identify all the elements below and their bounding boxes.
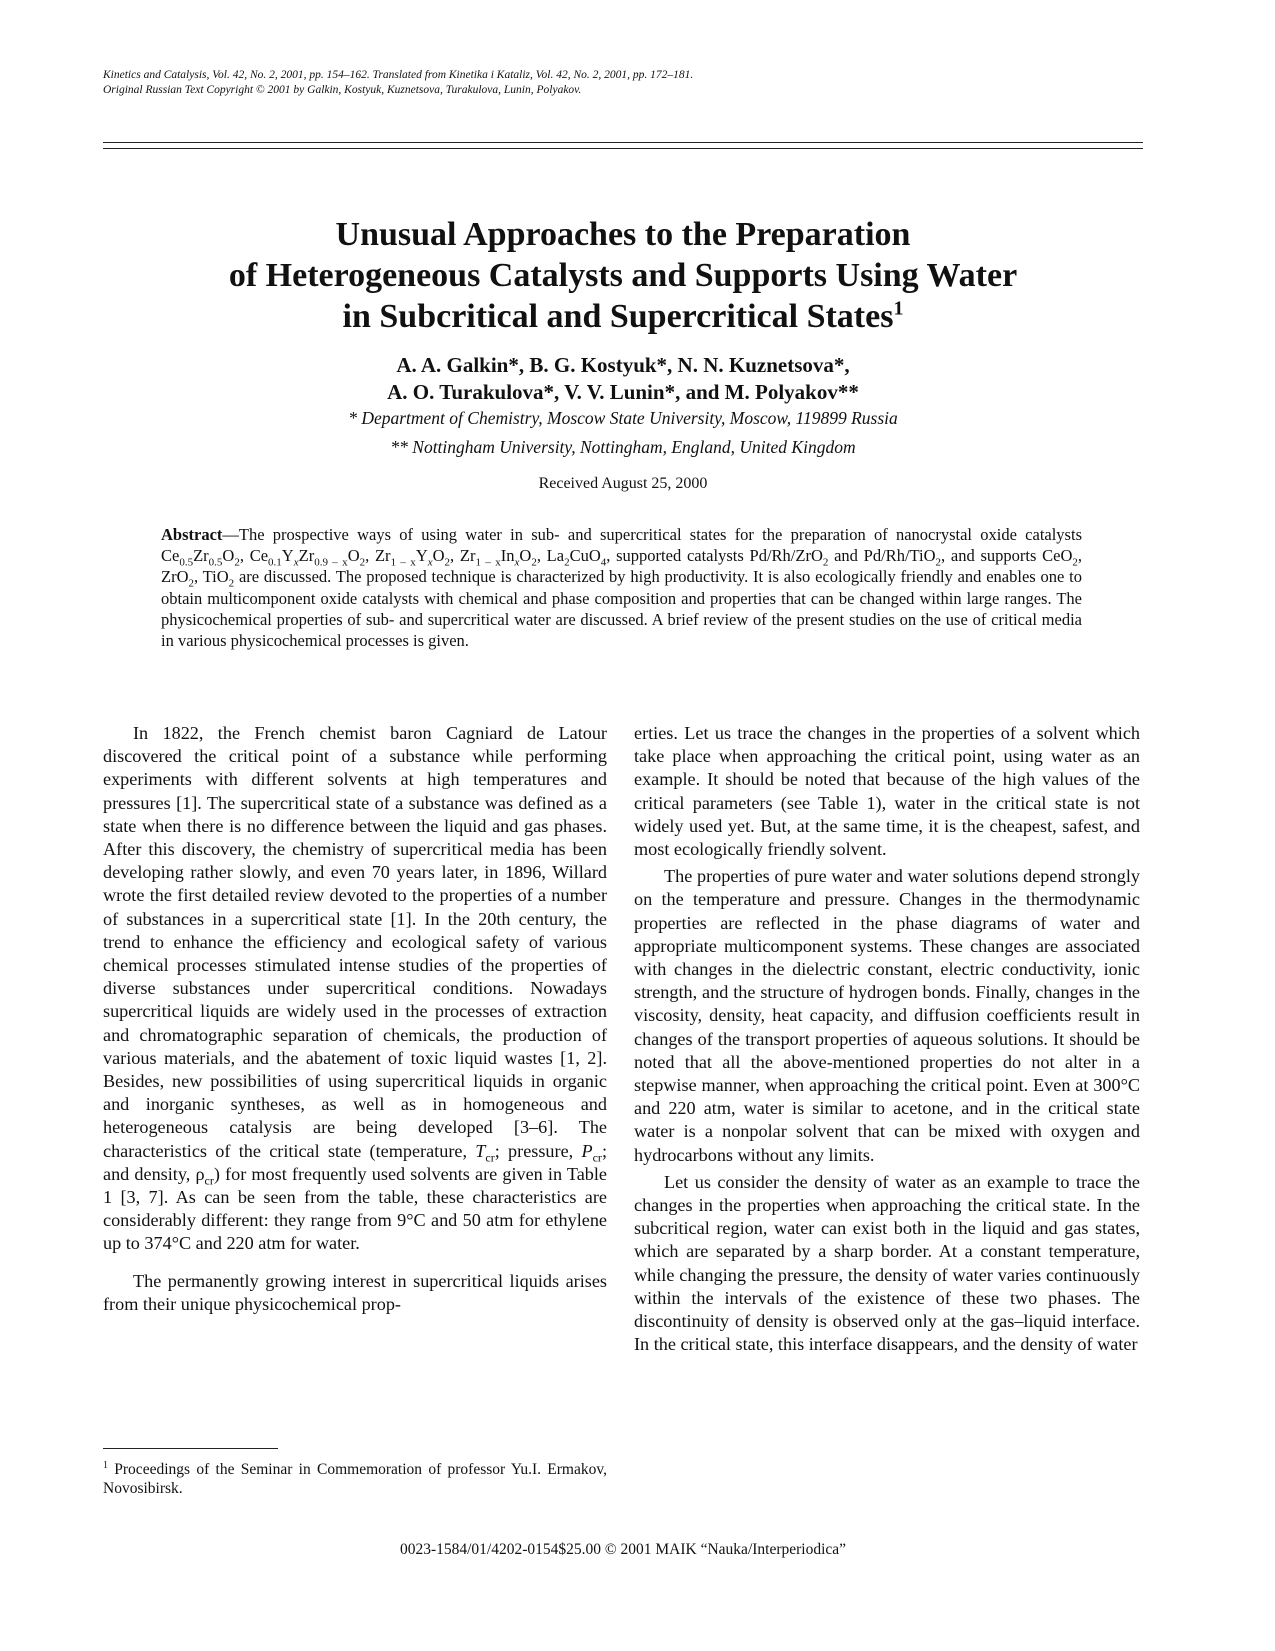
footnote [103,1456,607,1498]
body-paragraph: In 1822, the French chemist baron Cagniard de Latour discovered the critical point of a substance while performing experiments with different solvents at high temperatures and pressures [1]. The supercritical state of a substance was defined as a state when there is no difference between the liquid and gas phases. After this discovery, the chemistry of supercritical media has been developing rather slowly, and even 70 years later, in 1896, Willard wrote the first detailed review devoted to the properties of a number of substances in a supercritical state [1]. In the 20th century, the trend to enhance the efficiency and ecological safety of various chemical processes stimulated intense studies of the properties of diverse substances under supercritical conditions. Nowadays supercritical liquids are widely used in the processes of extraction and chromatographic separation of chemicals, the production of various materials, and the abatement of toxic liquid wastes [1, 2]. Besides, new possibilities of using supercritical liquids in organic and inorganic syntheses, as well as in homogeneous and heterogeneous catalysis are being developed [3–6]. The characteristics of the critical state (temperature, $T_{cr}$; pressure, $P_{cr}$; and density, $\rho_{cr}$) for most frequently used solvents are given in Table 1 [3, 7]. As can be seen from the table, these characteristics are considerably different: they range from 9°C and 50 atm for ethylene up to 374°C and 220 atm for water. [103,723,607,1254]
footnote-rule [103,1448,278,1449]
abstract: Abstract—The prospective ways of using water in sub- and supercritical states for the preparation of nanocrystal oxide catalysts $Ce_{0.5}Zr_{0.5}O_2$, $Ce_{0.1}Y_xZr_{0.9 - x}O_2$, $Zr_{1 - x}Y_xO_2$, $Zr_{1 - x}In_xO_2$, $La_2CuO_4$, supported catalysts Pd/Rh/ZrO$_2$ and Pd/Rh/TiO$_2$, and supports CeO$_2$, ZrO$_2$, TiO$_2$ are discussed. The proposed technique is characterized by high productivity. It is also ecologically friendly and enables one to obtain multicomponent oxide catalysts with chemical and phase composition and properties that can be changed within large ranges. The physicochemical properties of sub- and supercritical water are discussed. A brief review of the present studies on the use of critical media in various physicochemical processes is given. [161,525,1083,651]
body-paragraph: Let us consider the density of water as an example to trace the changes in the properties when approaching the critical state. In the subcritical region, water can exist both in the liquid and gas states, which are separated by a sharp border. At a constant temperature, while changing the pressure, the density of water varies continuously within the intervals of the existence of these two phases. The discontinuity of density is observed only at the gas–liquid interface. In the critical state, this interface disappears, and the density of water [634,1171,1140,1355]
affiliation-1: * Department of Chemistry, Moscow State University, Moscow, 119899 Russia [348,408,898,428]
title-line-1: Unusual Approaches to the Preparation [335,216,911,253]
author-list [103,352,1143,406]
body-paragraph: The permanently growing interest in supercritical liquids arises from their unique physicochemical prop- [103,1270,607,1314]
received-date: Received August 25, 2000 [538,475,708,492]
footnote-mark: 1 [103,1460,108,1471]
footnote-text: Proceedings of the Seminar in Commemoration of professor Yu.I. Ermakov, Novosibirsk. [103,1461,607,1498]
header-rule-top [103,142,1143,143]
paper-title [103,214,1143,337]
body-paragraph: erties. Let us trace the changes in the properties of a solvent which take place when approaching the critical point, using water as an example. It should be noted that because of the high values of the critical parameters (see Table 1), water in the critical state is not widely used yet. But, at the same time, it is the cheapest, safest, and most ecologically friendly solvent. [634,723,1140,860]
authors-line-2: A. O. Turakulova*, V. V. Lunin*, and M. Polyakov** [387,380,859,404]
header-rule-bottom [103,148,1143,149]
body-paragraph: The properties of pure water and water solutions depend strongly on the temperature and pressure. Changes in the thermodynamic properties are reflected in the phase diagrams of water and appropriate multicomponent systems. These changes are associated with changes in the dielectric constant, electric conductivity, ionic strength, and the structure of hydrogen bonds. Finally, changes in the viscosity, density, heat capacity, and diffusion coefficients result in changes of the transport properties of aqueous solutions. It should be noted that all the above-mentioned properties do not alter in a stepwise manner, when approaching the critical point. Even at 300°C and 220 atm, water is similar to acetone, and in the critical state water is a nonpolar solvent that can be mixed with oxygen and hydrocarbons without any limits. [634,866,1140,1165]
journal-header [103,68,1143,98]
affiliation-2: ** Nottingham University, Nottingham, England, United Kingdom [390,437,856,457]
title-footnote-mark[interactable]: 1 [893,297,904,320]
title-line-3-text: in Subcritical and Supercritical States [342,298,894,335]
body-column-right [634,722,1140,1356]
header-copyright: Original Russian Text Copyright © 2001 by Galkin, Kostyuk, Kuznetsova, Turakulova, Lunin, Polyakov. [103,84,582,96]
title-line-2: of Heterogeneous Catalysts and Supports Using Water [228,257,1018,294]
page-footer: 0023-1584/01/4202-0154$25.00 © 2001 MAIK “Nauka/Interperiodica” [399,1541,847,1558]
body-column-left [103,722,607,1316]
title-line-3 [103,296,1143,337]
authors-line-1: A. A. Galkin*, B. G. Kostyuk*, N. N. Kuznetsova*, [396,353,850,377]
abstract-label: Abstract [161,525,223,544]
header-citation: Kinetics and Catalysis, Vol. 42, No. 2, 2001, pp. 154–162. Translated from Kinetika i Kataliz, Vol. 42, No. 2, 2001, pp. 172–181. [103,69,694,81]
